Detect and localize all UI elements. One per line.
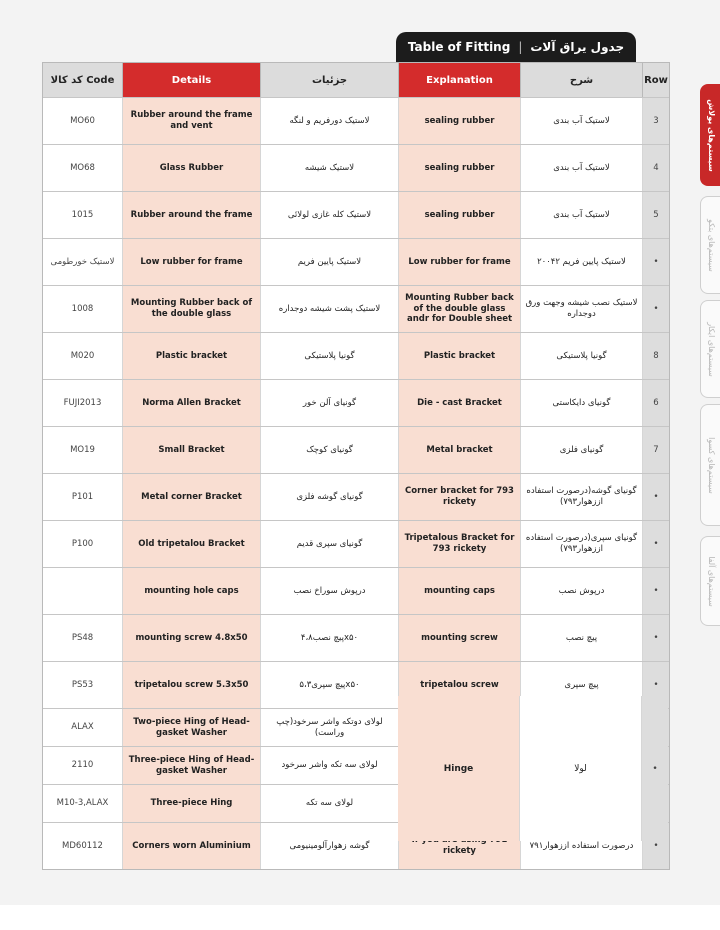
table-row: [43, 567, 669, 614]
cell-details: Small Bracket: [123, 427, 261, 473]
cell-details: Plastic bracket: [123, 333, 261, 379]
cell-explanation-fa: لاستیک پایین فریم ۲۰۰۴۲: [521, 239, 643, 285]
title-en: Table of Fitting: [407, 40, 511, 54]
cell-row-number: •: [643, 568, 669, 614]
cell-details: Corners worn Aluminium: [123, 823, 261, 869]
hinge-explanation-cell: Hinge: [398, 696, 520, 841]
side-tab-label: سیستم‌های کسوا: [706, 436, 716, 494]
cell-row-number: 5: [643, 192, 669, 238]
header-code: کد کالا Code: [43, 63, 123, 97]
table-header: [43, 63, 669, 97]
fitting-table: [42, 62, 670, 870]
cell-details: mounting screw 4.8x50: [123, 615, 261, 661]
table-row: [43, 332, 669, 379]
cell-details-fa: گونیای سپری قدیم: [261, 521, 399, 567]
cell-details-fa: لولای سه تکه واشر سرخود: [261, 747, 399, 784]
cell-explanation: Low rubber for frame: [399, 239, 521, 285]
cell-details: Low rubber for frame: [123, 239, 261, 285]
cell-explanation: mounting screw: [399, 615, 521, 661]
page-footer: [0, 905, 720, 930]
cell-details-fa: گونیای گوشه فلزی: [261, 474, 399, 520]
cell-explanation-fa: پیچ نصب: [521, 615, 643, 661]
cell-explanation: mounting caps: [399, 568, 521, 614]
cell-details-fa: لاستیک دورفریم و لنگه: [261, 98, 399, 144]
cell-code: M020: [43, 333, 123, 379]
cell-explanation-fa: گونیای گوشه(درصورت استفاده اززهوار۷۹۳): [521, 474, 643, 520]
cell-details-fa: لاستیک پشت شیشه دوجداره: [261, 286, 399, 332]
cell-code: MO68: [43, 145, 123, 191]
table-row: [43, 97, 669, 144]
cell-code: PS48: [43, 615, 123, 661]
cell-code: P101: [43, 474, 123, 520]
cell-details: Mounting Rubber back of the double glass: [123, 286, 261, 332]
cell-details-fa: لولای دوتکه واشر سرخود(چپ وراست): [261, 709, 399, 746]
table-title-tab: [396, 32, 636, 62]
cell-explanation-fa: درصورت استفاده اززهوار۷۹۱: [521, 823, 643, 869]
title-fa: جدول یراق آلات: [530, 40, 625, 54]
cell-details-fa: لولای سه تکه: [261, 785, 399, 822]
side-tab-3[interactable]: [700, 300, 720, 398]
table-row: [43, 191, 669, 238]
cell-details: Norma Allen Bracket: [123, 380, 261, 426]
cell-details: Three-piece Hing of Head-gasket Washer: [123, 747, 261, 784]
cell-code: [43, 568, 123, 614]
cell-details: Rubber around the frame: [123, 192, 261, 238]
cell-code: لاستیک خورطومی: [43, 239, 123, 285]
header-details-fa: جزئیات: [261, 63, 399, 97]
side-tab-4[interactable]: [700, 404, 720, 526]
side-tab-label: سیستم‌های یولاش: [706, 98, 716, 172]
header-details: Details: [123, 63, 261, 97]
cell-details-fa: پیچ سپری۵،۳x۵۰: [261, 662, 399, 708]
side-tab-5[interactable]: [700, 536, 720, 626]
cell-row-number: 7: [643, 427, 669, 473]
cell-row-number: •: [643, 239, 669, 285]
cell-code: 2110: [43, 747, 123, 784]
cell-explanation-fa: گونیا پلاستیکی: [521, 333, 643, 379]
table-row: [43, 426, 669, 473]
cell-code: M10-3,ALAX: [43, 785, 123, 822]
cell-details-fa: گونیا پلاستیکی: [261, 333, 399, 379]
table-row: [43, 473, 669, 520]
cell-details: mounting hole caps: [123, 568, 261, 614]
cell-row-number: 6: [643, 380, 669, 426]
cell-explanation: Die - cast Bracket: [399, 380, 521, 426]
cell-code: ALAX: [43, 709, 123, 746]
cell-details-fa: لاستیک شیشه: [261, 145, 399, 191]
cell-explanation-fa: لاستیک آب بندی: [521, 145, 643, 191]
header-explanation-fa: شرح: [521, 63, 643, 97]
cell-details: Rubber around the frame and vent: [123, 98, 261, 144]
cell-explanation: tripetalou screw: [399, 662, 521, 708]
cell-explanation-fa: لاستیک آب بندی: [521, 98, 643, 144]
cell-explanation-fa: لاستیک آب بندی: [521, 192, 643, 238]
cell-details: tripetalou screw 5.3x50: [123, 662, 261, 708]
cell-code: MO19: [43, 427, 123, 473]
cell-details-fa: درپوش سوراخ نصب: [261, 568, 399, 614]
cell-explanation: Metal bracket: [399, 427, 521, 473]
cell-details: Old tripetalou Bracket: [123, 521, 261, 567]
cell-details-fa: لاستیک پایین فریم: [261, 239, 399, 285]
cell-explanation: Tripetalous Bracket for 793 rickety: [399, 521, 521, 567]
cell-explanation-fa: پیچ سپری: [521, 662, 643, 708]
cell-explanation: sealing rubber: [399, 145, 521, 191]
side-tab-label: سیستم‌های بتکو: [706, 218, 716, 272]
cell-explanation: sealing rubber: [399, 192, 521, 238]
cell-code: FUJI2013: [43, 380, 123, 426]
cell-row-number: 3: [643, 98, 669, 144]
cell-explanation: Plastic bracket: [399, 333, 521, 379]
cell-explanation-fa: لاستیک نصب شیشه وجهت ورق دوجداره: [521, 286, 643, 332]
cell-row-number: •: [643, 823, 669, 869]
cell-details-fa: گونیای آلن خور: [261, 380, 399, 426]
hinge-explanation-fa-cell: لولا: [520, 696, 642, 841]
cell-explanation-fa: گونیای سپری(درصورت استفاده اززهوار۷۹۳): [521, 521, 643, 567]
header-row-number: Row: [643, 63, 669, 97]
cell-code: 1015: [43, 192, 123, 238]
cell-details-fa: گوشه زهوارآلومینیومی: [261, 823, 399, 869]
table-row: [43, 614, 669, 661]
cell-code: PS53: [43, 662, 123, 708]
cell-details: Three-piece Hing: [123, 785, 261, 822]
title-separator: |: [518, 40, 523, 54]
table-row: [43, 520, 669, 567]
cell-row-number: •: [643, 615, 669, 661]
cell-explanation-fa: درپوش نصب: [521, 568, 643, 614]
cell-code: 1008: [43, 286, 123, 332]
hinge-row-number-cell: •: [642, 696, 668, 841]
cell-row-number: •: [643, 286, 669, 332]
header-explanation: Explanation: [399, 63, 521, 97]
cell-row-number: •: [643, 662, 669, 708]
side-tab-1[interactable]: [700, 84, 720, 186]
cell-explanation-fa: گونیای فلزی: [521, 427, 643, 473]
cell-explanation: Corner bracket for 793 rickety: [399, 474, 521, 520]
cell-code: MO60: [43, 98, 123, 144]
table-row: [43, 285, 669, 332]
table-row: [43, 379, 669, 426]
cell-details-fa: لاستیک کله غازی لولائی: [261, 192, 399, 238]
cell-row-number: 8: [643, 333, 669, 379]
cell-details: Metal corner Bracket: [123, 474, 261, 520]
cell-explanation: rickety: [399, 823, 521, 869]
cell-explanation-fa: گونیای دایکاستی: [521, 380, 643, 426]
cell-explanation: Mounting Rubber back of the double glass andr for Double sheet: [399, 286, 521, 332]
cell-details-fa: پیچ نصب۴،۸x۵۰: [261, 615, 399, 661]
cell-row-number: 4: [643, 145, 669, 191]
cell-details-fa: گونیای کوچک: [261, 427, 399, 473]
table-row: [43, 238, 669, 285]
cell-details: Two-piece Hing of Head-gasket Washer: [123, 709, 261, 746]
cell-explanation: sealing rubber: [399, 98, 521, 144]
cell-code: P100: [43, 521, 123, 567]
cell-row-number: •: [643, 474, 669, 520]
table-row: [43, 144, 669, 191]
side-tab-2[interactable]: [700, 196, 720, 294]
side-tab-label: سیستم‌های ایکار: [706, 321, 716, 377]
cell-row-number: •: [643, 521, 669, 567]
cell-details: Glass Rubber: [123, 145, 261, 191]
side-tab-label: سیستم‌های آلفا: [706, 555, 716, 607]
cell-code: MD60112: [43, 823, 123, 869]
